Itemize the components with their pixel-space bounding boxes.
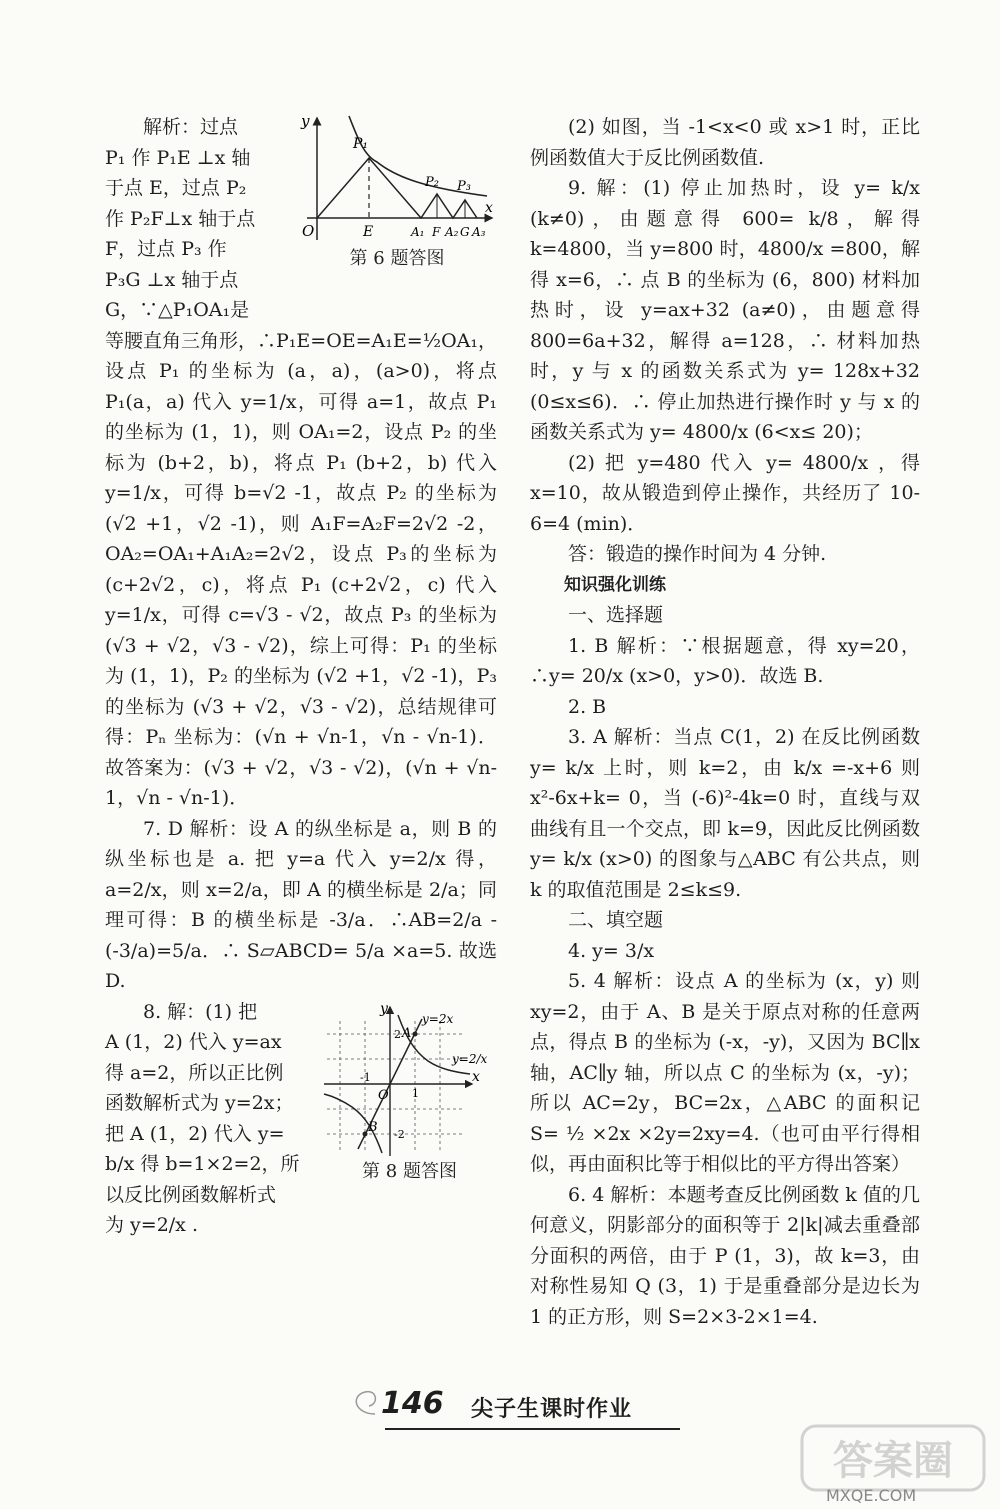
- fig8-tick: -1: [360, 1070, 371, 1084]
- fig6-label-a2: A₂: [445, 225, 459, 239]
- figure-8: [322, 1001, 497, 1185]
- fig6-label-g: G: [460, 225, 470, 239]
- figure-8-graph: [322, 1001, 497, 1159]
- fig8-tick: -2: [394, 1127, 405, 1141]
- q6-fill-solution: 6. 4 解析：本题考查反比例函数 k 值的几何意义，阴影部分的面积等于 2|k|减去重叠部分面积的两倍，由于 P (1，3)，故 k=3，由对称性易知 Q (3，1) 于是重叠部分是边长为 1 的正方形，则 S=2×3-2×1=4.: [530, 1183, 920, 1328]
- q8-line: 得 a=2，所以正比例: [105, 1061, 284, 1084]
- q8-line: b/x 得 b=1×2=2，所: [105, 1153, 300, 1175]
- page-number: 146: [381, 1386, 444, 1421]
- q1-solution: 1. B 解析：∵根据题意，得 xy=20，∴y= 20/x (x>0，y>0)．故选 B.: [530, 634, 920, 687]
- right-column: [530, 112, 920, 1332]
- q6-intro-line: 作 P₂F⊥x 轴于点: [105, 207, 256, 230]
- figure-6-caption: 第 6 题答图: [349, 248, 445, 269]
- watermark-site: MXQE.COM: [826, 1486, 917, 1505]
- fig6-label-y: y: [301, 112, 310, 130]
- figure-8-caption: 第 8 题答图: [362, 1160, 457, 1182]
- fig6-label-p2: P₂: [425, 175, 439, 190]
- q8-line: A (1，2) 代入 y=ax: [105, 1031, 282, 1053]
- q6-intro-line: 解析：过点: [143, 116, 239, 138]
- swirl-ornament-icon: [345, 1384, 385, 1424]
- q6-intro-line: F，过点 P₃ 作: [105, 238, 227, 260]
- fig6-label-a1: A₁: [411, 225, 425, 239]
- fig6-triangles: [317, 158, 477, 218]
- fig6-label-a3: A₃: [472, 225, 486, 239]
- fig8-label-x: x: [472, 1068, 480, 1085]
- q9-answer: 答：锻造的操作时间为 4 分钟.: [568, 543, 827, 565]
- q6-intro-line: P₁ 作 P₁E ⊥x 轴: [105, 146, 251, 169]
- fig6-label-f: F: [432, 225, 441, 239]
- figure-6: [297, 112, 497, 272]
- q8-part2: (2) 如图，当 -1<x<0 或 x>1 时，正比例函数值大于反比例函数值.: [530, 116, 920, 169]
- left-column: [105, 112, 497, 1241]
- q9-part1: 9. 解：(1) 停止加热时，设 y= k/x (k≠0)，由题意得 600= k/8，解得 k=4800，当 y=800 时，4800/x =800，解得 x=6，∴ 点 B 的坐标为 (6，800) 材料加热时，设 y=ax+32 (a≠0)，由题意得 800=6a+32，解得 a=128，∴ 材料加热时，y 与 x 的函数关系式为 y= 128x+32 (0≤x≤6)．∴ 停止加热进行操作时 y 与 x 的函数关系式为 y= 4800/x (6<x≤ 20)；: [530, 177, 920, 443]
- fig6-label-x: x: [485, 200, 493, 216]
- fig8-label-a: A: [402, 1025, 412, 1041]
- figure-6-graph: [297, 112, 497, 246]
- q8-line: 为 y=2/x .: [105, 1214, 198, 1236]
- q6-intro-line: P₃G ⊥x 轴于点: [105, 268, 239, 291]
- fig8-point-a: [413, 1031, 418, 1036]
- q8-line: 把 A (1，2) 代入 y=: [105, 1122, 285, 1145]
- q5-solution: 5. 4 解析：设点 A 的坐标为 (x，y) 则 xy=2，由于 A、B 是关于原点对称的任意两点，得点 B 的坐标为 (-x，-y)，又因为 BC∥x 轴，AC∥y 轴，所以点 C 的坐标为 (x，-y)；所以 AC=2y，BC=2x，△ABC 的面积记 S= ½ ×2x ×2y=2xy=4.（也可由平行得相似，再由面积比等于相似比的平方得出答案）: [530, 970, 920, 1175]
- fig8-label-b: B: [368, 1119, 378, 1135]
- q6-intro-line: 于点 E，过点 P₂: [105, 177, 247, 199]
- fig8-tick: 2: [394, 1027, 401, 1041]
- section-fill: 二、填空题: [568, 909, 664, 931]
- fig6-label-o: O: [302, 222, 315, 240]
- page-footer: [345, 1378, 685, 1438]
- fig8-label-curve: y=2/x: [452, 1051, 488, 1066]
- fig8-tick: 1: [412, 1086, 419, 1100]
- section-title: 知识强化训练: [564, 574, 666, 595]
- q3-solution: 3. A 解析：当点 C(1，2) 在反比例函数 y= k/x 上时，则 k=2，由 k/x =-x+6 则 x²-6x+k= 0，当 (-6)²-4k=0 时，直线与双曲线有且一个交点，即 k=9，因此反比例函数 y= k/x (x>0) 的图象与△ABC 有公共点，则 k 的取值范围是 2≤k≤9.: [530, 726, 920, 901]
- q9-part2: (2) 把 y=480 代入 y= 4800/x ，得 x=10，故从锻造到停止操作，共经历了 10-6=4 (min)．: [530, 451, 920, 535]
- q2-answer: 2. B: [568, 695, 607, 718]
- q6-intro-line: G，∵△P₁OA₁是: [105, 299, 250, 321]
- fig6-label-p1: P₁: [353, 136, 369, 152]
- q8-line: 8. 解：(1) 把: [143, 1000, 258, 1023]
- fig8-label-line: y=2x: [422, 1011, 454, 1026]
- q8-line: 函数解析式为 y=2x；: [105, 1092, 294, 1114]
- watermark-mark: 答案圈: [833, 1438, 953, 1484]
- book-brand: 尖子生课时作业: [471, 1397, 633, 1422]
- section-choice: 一、选择题: [568, 604, 664, 626]
- fig8-label-o: O: [378, 1087, 389, 1103]
- q8-line: 以反比例函数解析式: [105, 1183, 277, 1206]
- fig8-point-b: [363, 1131, 368, 1136]
- fig8-label-y: y: [380, 1000, 388, 1017]
- q7-solution: 7. D 解析：设 A 的纵坐标是 a，则 B 的纵坐标也是 a. 把 y=a 代入 y=2/x 得，a=2/x，则 x=2/a，即 A 的横坐标是 2/a；同理可得：B 的横坐标是 -3/a．∴AB=2/a -(-3/a)=5/a．∴ S▱ABCD= 5/a ×a=5. 故选 D.: [105, 817, 497, 992]
- fig6-label-e: E: [363, 224, 374, 240]
- q6-solution: 等腰直角三角形，∴P₁E=OE=A₁E=½OA₁，设点 P₁ 的坐标为 (a，a)，(a>0)，将点 P₁(a，a) 代入 y=1/x，可得 a=1，故点 P₁ 的坐标为 (1，1)，则 OA₁=2，设点 P₂ 的坐标为 (b+2，b)，将点 P₁ (b+2，b) 代入 y=1/x，可得 b=√2 -1，故点 P₂ 的坐标为 (√2 +1，√2 -1)，则 A₁F=A₂F=2√2 -2，OA₂=OA₁+A₁A₂=2√2，设点 P₃的坐标为 (c+2√2，c)，将点 P₁ (c+2√2，c) 代入 y=1/x，可得 c=√3 - √2，故点 P₃ 的坐标为 (√3 + √2，√3 - √2)，综上可得：P₁ 的坐标为 (1，1)，P₂ 的坐标为 (√2 +1，√2 -1)，P₃ 的坐标为 (√3 + √2，√3 - √2)，总结规律可得：Pₙ 坐标为：(√n + √n-1，√n - √n-1)．故答案为：(√3 + √2，√3 - √2)，(√n + √n-1，√n - √n-1)．: [105, 329, 498, 809]
- fig6-label-p3: P₃: [457, 179, 471, 194]
- footer-rule: [385, 1428, 680, 1430]
- q4-answer: 4. y= 3/x: [568, 939, 655, 962]
